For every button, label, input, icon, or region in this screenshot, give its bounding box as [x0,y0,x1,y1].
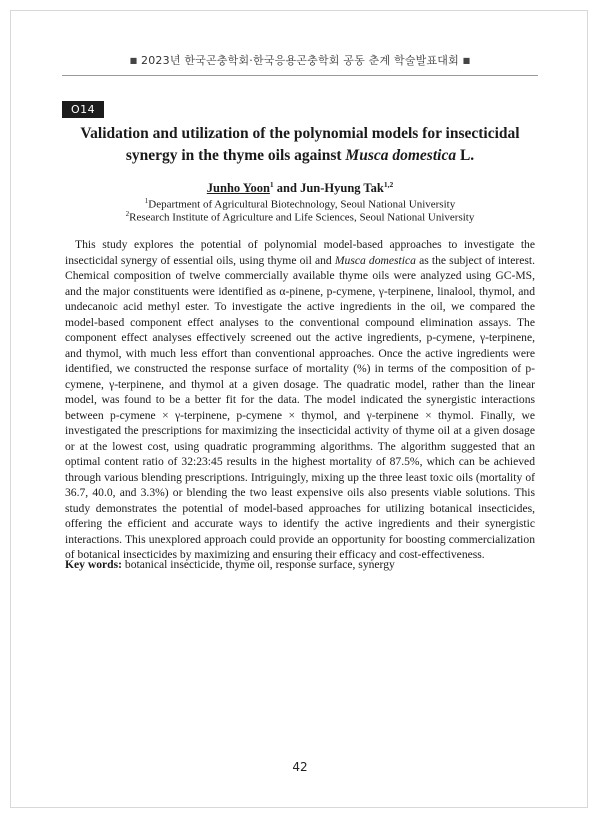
affiliation-1-mark: 1 [144,197,149,205]
abstract-species: Musca domestica [334,253,416,267]
affiliation-2-text: Research Institute of Agriculture and Life Sciences, Seoul National University [129,211,475,224]
affiliation-2 [0,210,600,224]
title-species: Musca domestica [345,147,457,164]
header-divider [62,75,538,76]
page-number: 42 [292,760,308,774]
affiliation-2-mark: 2 [125,210,130,218]
header-text: 2023년 한국곤충학회·한국응용곤충학회 공동 춘계 학술발표대회 [141,54,459,67]
keywords-text: botanical insecticide, thyme oil, response surface, synergy [124,558,395,571]
affiliation-1 [0,197,600,211]
author-name-1: Junho Yoon [206,181,270,196]
title-suffix: L. [456,147,475,164]
author-line [0,180,600,196]
author-conjunction: and [276,181,297,196]
keywords-label: Key words: [65,558,122,571]
abstract-text-2: as the subject of interest. Chemical composition of twelve commercially available thyme oils were analyzed using GC-MS, and the major constituents were identified as α-pinene, p-cymene, γ-terpinene, linalool, thymol, and undecanoic acid methyl ester. To investigate the active ingredients in the oil, we compared the model-based component effect analyses to the conventional compound elimination assays. The component effect analyses effectively screened out the active ingredients, p-cymene, γ-terpinene, and thymol, with much less effort than conventional approaches. Once the active ingredients were identified, we constructed the response surface of mortality (%) in terms of the composition of p-cymene, γ-terpinene, and thymol at a given dosage. The quadratic model, rather than the linear model, was found to be a better fit for the data. The model indicated the synergistic interactions between p-cymene × γ-terpinene, p-cymene × thymol, and γ-terpinene × thymol. Finally, we investigated the prescriptions for maximizing the insecticidal activity of thyme oil at a given dosage or at the lowest cost, using quadratic programming algorithms. The algorithm suggested that an optimal content ratio of 32:23:45 results in the highest mortality of 87.5%, which can be achieved through various blending prescriptions. Intriguingly, mixing up the three least toxic oils (mortality of 36.7, 40.0, and 3.3%) or blending the two least expensive oils also presents viable solutions. This study demonstrates the potential of model-based approaches for utilizing botanical insecticides, offering the efficient and accurate ways to identify the active ingredients and their synergistic interactions. This unexplored approach could provide an opportunity for boosting commercialization of botanical insecticides by maximizing and ensuring their efficacy and cost-effectiveness. [65,253,535,561]
affiliation-1-text: Department of Agricultural Biotechnology, Seoul National University [148,198,456,211]
header-square-left-icon: ■ [129,56,138,65]
author-affil-mark-1: 1 [269,180,274,189]
author-affil-mark-2: 1,2 [383,180,394,189]
title-text: Validation and utilization of the polynomial models for insecticidal synergy in the thyme oils against [80,125,520,164]
abstract-body [65,237,535,563]
abstract-text-1: This study explores the potential of polynomial model-based approaches to investigate the insecticidal synergy of essential oils, using thyme oil and [65,238,535,267]
keywords-line [65,557,535,573]
paper-title [70,123,530,167]
author-name-2: Jun-Hyung Tak [300,181,384,196]
header-square-right-icon: ■ [462,56,471,65]
running-header [0,52,600,68]
abstract-code-badge: O14 [62,101,104,118]
